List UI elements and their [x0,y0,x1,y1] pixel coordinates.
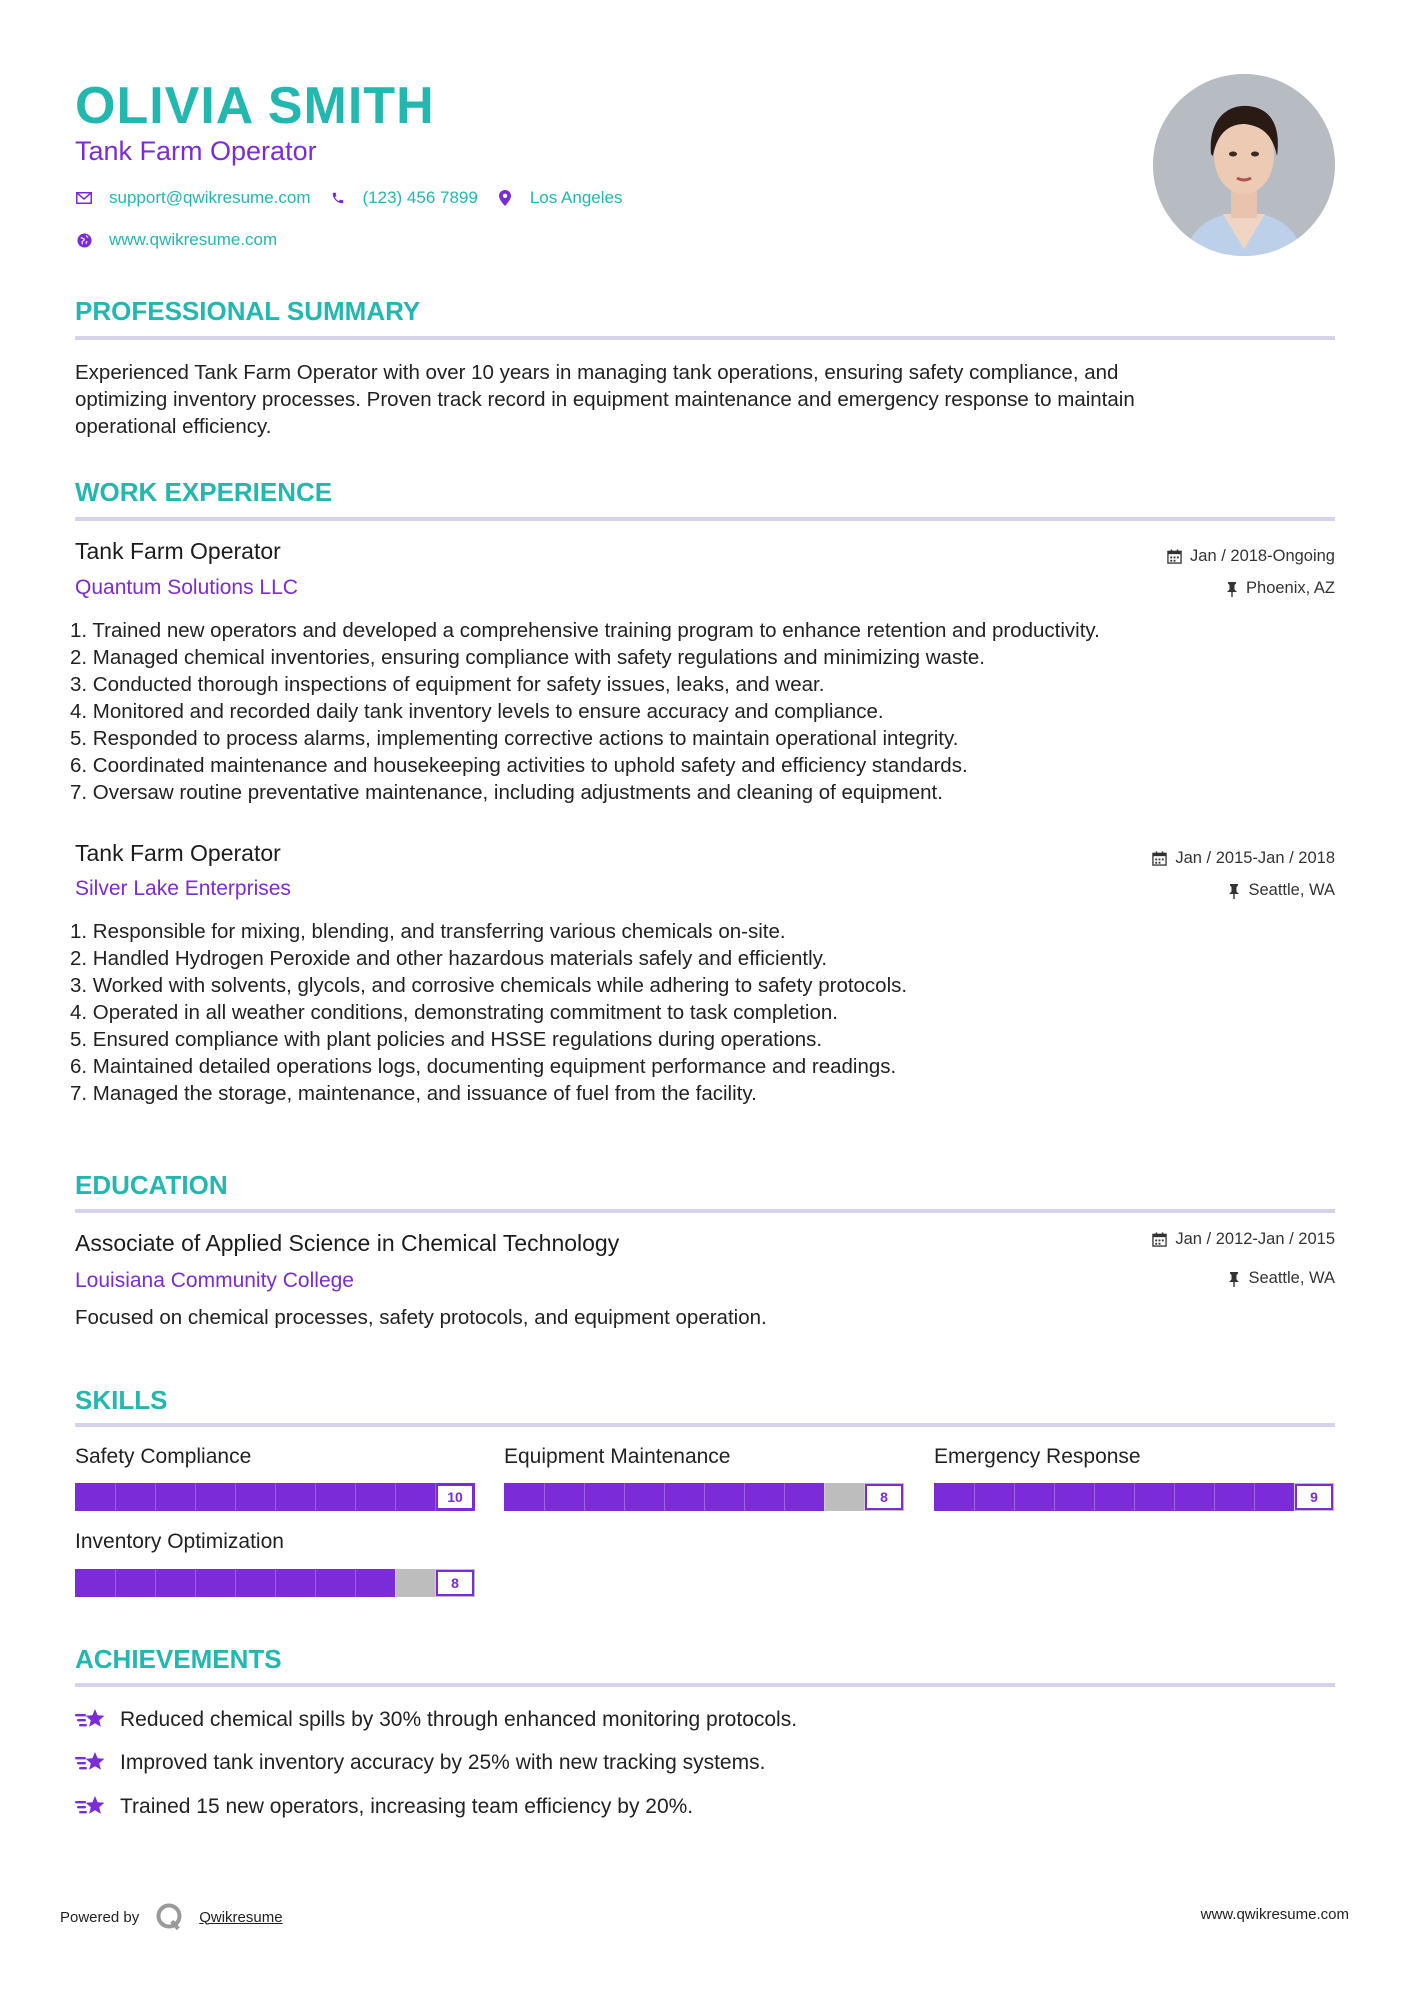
achievement-text: Reduced chemical spills by 30% through enhanced monitoring protocols. [120,1708,798,1731]
list-item: 3. Worked with solvents, glycols, and corrosive chemicals while adhering to safety protocols. [70,974,908,997]
skill-bar-segment [115,1569,116,1597]
skill-bar-segment [155,1569,156,1597]
skill-bar-segment [275,1483,276,1511]
shooting-star-icon [75,1749,107,1777]
skill-bar-segment [1254,1483,1255,1511]
list-item: 1. Responsible for mixing, blending, and transferring various chemicals on-site. [70,920,786,943]
profile-photo [1153,74,1335,256]
skill-bar-segment [235,1483,236,1511]
summary-line: operational efficiency. [75,415,272,438]
footer-website-link[interactable]: www.qwikresume.com [1200,1906,1349,1923]
contact-row-primary [75,188,640,208]
skill-bar-segment [195,1483,196,1511]
list-item: 1. Trained new operators and developed a comprehensive training program to enhance retention and productivity. [70,619,1100,642]
location-text: Los Angeles [529,188,623,207]
job-bullets [70,617,1340,806]
list-item: 7. Oversaw routine preventative maintenance, including adjustments and cleaning of equipment. [70,781,943,804]
education-degree: Associate of Applied Science in Chemical Technology [75,1230,620,1256]
calendar-icon [1167,549,1182,564]
pushpin-icon [1228,883,1240,899]
education-dates-text: Jan / 2012-Jan / 2015 [1175,1230,1335,1248]
skill-bar-segment [395,1483,396,1511]
summary-text [75,359,1340,440]
list-item: 5. Ensured compliance with plant policies and HSSE regulations during operations. [70,1028,823,1051]
job-company: Quantum Solutions LLC [75,576,298,599]
list-item: 3. Conducted thorough inspections of equipment for safety issues, leaks, and wear. [70,673,825,696]
skill-label: Emergency Response [934,1445,1141,1468]
job-location [1228,881,1335,900]
email-link[interactable]: support@qwikresume.com [109,188,311,207]
job-dates [1167,547,1335,566]
list-item: 2. Managed chemical inventories, ensuring compliance with safety regulations and minimizing waste. [70,646,985,669]
job-dates [1152,849,1335,868]
skill-bar-segment [195,1569,196,1597]
globe-icon [75,231,93,249]
skill-bar-segment [824,1483,825,1511]
skill-bar-segment [235,1569,236,1597]
skill-bar-fill [934,1483,1294,1511]
skill-bar-segment [1214,1483,1215,1511]
list-item: 7. Managed the storage, maintenance, and issuance of fuel from the facility. [70,1082,757,1105]
job-location [1226,579,1335,598]
skill-bar-segment [784,1483,785,1511]
job-bullets [70,918,1340,1107]
skill-bar [75,1483,475,1511]
skill-bar [504,1483,904,1511]
list-item: 5. Responded to process alarms, implementing corrective actions to maintain operational integrity. [70,727,959,750]
section-title-summary: PROFESSIONAL SUMMARY [75,296,421,326]
phone-number[interactable]: (123) 456 7899 [362,188,478,207]
skill-bar-segment [155,1483,156,1511]
achievement-text: Trained 15 new operators, increasing team efficiency by 20%. [120,1795,694,1818]
skill-bar-segment [704,1483,705,1511]
skill-level-badge: 8 [436,1570,474,1596]
job-location-text: Seattle, WA [1248,881,1335,899]
contact-row-website [75,230,295,250]
skill-bar-segment [1014,1483,1015,1511]
job-role: Tank Farm Operator [75,538,281,564]
list-item: 4. Monitored and recorded daily tank inventory levels to ensure accuracy and compliance. [70,700,884,723]
phone-icon [329,189,347,207]
education-dates [1152,1230,1335,1249]
education-school: Louisiana Community College [75,1269,354,1292]
skill-bar-segment [584,1483,585,1511]
skill-level-badge: 10 [436,1484,474,1510]
job-role: Tank Farm Operator [75,840,281,866]
envelope-icon [75,189,93,207]
calendar-icon [1152,1232,1167,1247]
achievement-text: Improved tank inventory accuracy by 25% with new tracking systems. [120,1751,766,1774]
job-location-text: Phoenix, AZ [1246,579,1335,597]
powered-by-text: Powered by [60,1908,140,1926]
list-item: 6. Maintained detailed operations logs, documenting equipment performance and readings. [70,1055,897,1078]
skill-bar-segment [355,1483,356,1511]
qwikresume-brand-link[interactable]: Qwikresume [199,1908,283,1926]
skill-bar-segment [744,1483,745,1511]
list-item: 4. Operated in all weather conditions, demonstrating commitment to task completion. [70,1001,838,1024]
pushpin-icon [1228,1271,1240,1287]
job-dates-text: Jan / 2015-Jan / 2018 [1175,849,1335,867]
skill-label: Inventory Optimization [75,1530,284,1553]
skill-bar-segment [1054,1483,1055,1511]
skill-bar-segment [1134,1483,1135,1511]
list-item: 2. Handled Hydrogen Peroxide and other hazardous materials safely and efficiently. [70,947,828,970]
pushpin-icon [1226,581,1238,597]
shooting-star-icon [75,1706,107,1734]
skill-bar-segment [624,1483,625,1511]
shooting-star-icon [75,1793,107,1821]
skill-bar-segment [395,1569,396,1597]
section-divider [75,1423,1335,1427]
skill-label: Safety Compliance [75,1445,252,1468]
section-divider [75,336,1335,340]
skill-bar-segment [275,1569,276,1597]
education-location-text: Seattle, WA [1248,1269,1335,1287]
skill-bar-segment [664,1483,665,1511]
map-pin-icon [496,189,514,207]
summary-line: Experienced Tank Farm Operator with over 10 years in managing tank operations, ensuring safety compliance, and [75,361,1119,384]
candidate-job-title: Tank Farm Operator [75,136,317,166]
skill-bar-segment [1174,1483,1175,1511]
list-item: 6. Coordinated maintenance and housekeeping activities to uphold safety and efficiency standards. [70,754,968,777]
skill-level-badge: 8 [865,1484,903,1510]
section-title-skills: SKILLS [75,1385,168,1415]
website-link[interactable]: www.qwikresume.com [109,230,278,249]
section-title-education: EDUCATION [75,1170,228,1200]
skill-label: Equipment Maintenance [504,1445,731,1468]
skill-bar-segment [315,1483,316,1511]
job-company: Silver Lake Enterprises [75,877,291,900]
footer-powered-by [60,1902,283,1932]
skill-bar-segment [544,1483,545,1511]
summary-line: optimizing inventory processes. Proven track record in equipment maintenance and emergency response to maintain [75,388,1135,411]
skill-level-badge: 9 [1295,1484,1333,1510]
skill-bar-segment [315,1569,316,1597]
section-title-experience: WORK EXPERIENCE [75,477,333,507]
skill-bar-segment [355,1569,356,1597]
skill-bar-segment [115,1483,116,1511]
skill-bar [75,1569,475,1597]
skill-bar-segment [1094,1483,1095,1511]
calendar-icon [1152,851,1167,866]
section-divider [75,1683,1335,1687]
section-title-achievements: ACHIEVEMENTS [75,1644,282,1674]
qwikresume-logo-icon [155,1902,185,1932]
education-description: Focused on chemical processes, safety protocols, and equipment operation. [75,1306,767,1329]
achievement-item [75,1706,797,1734]
section-divider [75,517,1335,521]
section-divider [75,1209,1335,1213]
achievement-item [75,1749,765,1777]
achievement-item [75,1793,693,1821]
candidate-name: OLIVIA SMITH [75,77,435,135]
skill-bar-segment [974,1483,975,1511]
education-location [1228,1269,1335,1288]
job-dates-text: Jan / 2018-Ongoing [1190,547,1335,565]
skill-bar [934,1483,1334,1511]
